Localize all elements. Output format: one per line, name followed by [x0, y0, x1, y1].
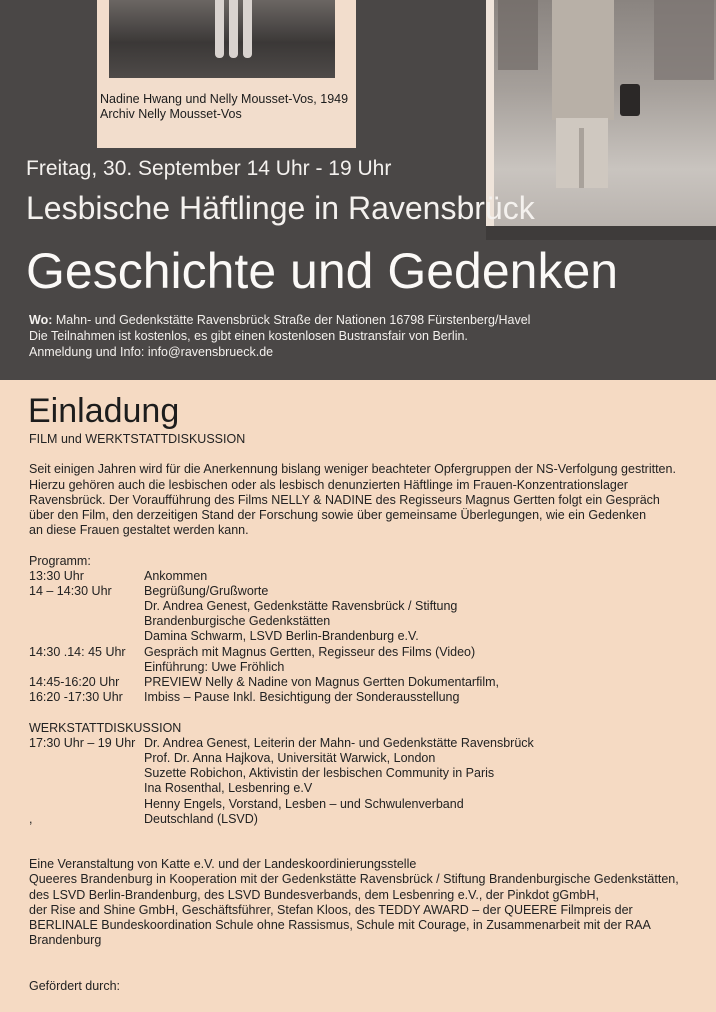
torn-photo-edge [486, 226, 716, 240]
programm-text: Einführung: Uwe Fröhlich [144, 659, 285, 674]
registration-line: Anmeldung und Info: info@ravensbrueck.de [29, 345, 274, 359]
werkstatt-text: Prof. Dr. Anna Hajkova, Universität Warwick, London [144, 750, 436, 765]
werkstatt-time [29, 797, 144, 812]
organizers-line: Brandenburg [29, 933, 102, 948]
werkstatt-row [29, 766, 699, 781]
invitation-body [29, 392, 699, 994]
intro-line: über den Film, den derzeitigen Stand der Forschung sowie über gemeinsame Überlegungen, wie ein Gedenken [29, 507, 647, 522]
werkstatt-time: 17:30 Uhr – 19 Uhr [29, 735, 136, 750]
event-title: Lesbische Häftlinge in Ravensbrück [26, 190, 535, 226]
werkstatt-text: Ina Rosenthal, Lesbenring e.V [144, 781, 313, 796]
programm-row [29, 690, 699, 705]
event-info [29, 312, 530, 360]
photo-caption-line2: Archiv Nelly Mousset-Vos [100, 107, 242, 121]
programm-row [29, 584, 699, 599]
organizers-line: der Rise and Shine GmbH, Geschäftsführer, Stefan Kloos, des TEDDY AWARD – der QUEERE Filmpreis der [29, 902, 633, 917]
event-date: Freitag, 30. September 14 Uhr - 19 Uhr [26, 157, 392, 180]
programm-time [29, 614, 144, 629]
header-banner [0, 0, 716, 380]
werkstatt-list [29, 736, 699, 827]
programm-row [29, 675, 699, 690]
photo-figure [207, 0, 257, 62]
organizers-line: Eine Veranstaltung von Katte e.V. und der Landeskoordinierungsstelle [29, 857, 417, 872]
werkstatt-text: Henny Engels, Vorstand, Lesben – und Schwulenverband [144, 796, 464, 811]
werkstatt-row [29, 797, 699, 812]
programm-time: 14:45-16:20 Uhr [29, 675, 120, 689]
event-subtitle: Geschichte und Gedenken [26, 243, 619, 299]
programm-text: Imbiss – Pause Inkl. Besichtigung der Sonderausstellung [144, 690, 460, 705]
photo-caption [100, 92, 348, 122]
werkstatt-text: Dr. Andrea Genest, Leiterin der Mahn- und Gedenkstätte Ravensbrück [144, 735, 534, 750]
intro-line: Seit einigen Jahren wird für die Anerkennung bislang weniger beachteter Opfergruppen der NS-Verfolgung gestritten. [29, 462, 676, 477]
location-text: Mahn- und Gedenkstätte Ravensbrück Straße der Nationen 16798 Fürstenberg/Havel [52, 313, 531, 327]
archive-photo-1 [97, 0, 356, 148]
programm-list [29, 569, 699, 706]
werkstatt-time: , [29, 811, 33, 826]
programm-text: Gespräch mit Magnus Gertten, Regisseur des Films (Video) [144, 644, 476, 659]
programm-text: PREVIEW Nelly & Nadine von Magnus Gertten Dokumentarfilm, [144, 675, 499, 689]
programm-text: Dr. Andrea Genest, Gedenkstätte Ravensbrück / Stiftung [144, 599, 458, 614]
werkstatt-time [29, 766, 144, 781]
programm-time: 14 – 14:30 Uhr [29, 583, 112, 598]
location-line [29, 312, 530, 328]
werkstatt-text: Deutschland (LSVD) [144, 811, 258, 826]
werkstatt-row [29, 812, 699, 827]
werkstatt-text: Suzette Robichon, Aktivistin der lesbischen Community in Paris [144, 766, 495, 781]
werkstatt-row [29, 751, 699, 766]
invitation-heading: Einladung [28, 392, 180, 430]
organizers-line: Queeres Brandenburg in Kooperation mit der Gedenkstätte Ravensbrück / Stiftung Brandenburgische Gedenkstätten, [29, 872, 679, 887]
werkstatt-label: WERKSTATTDISKUSSION [29, 720, 182, 735]
funded-by-label: Gefördert durch: [29, 978, 121, 993]
programm-row [29, 614, 699, 629]
intro-paragraph [29, 462, 699, 538]
organizers-line: BERLINALE Bundeskoordination Schule ohne Rassismus, Schule mit Courage, in Zusammenarbeit mit der RAA [29, 918, 651, 932]
programm-row [29, 645, 699, 660]
programm-label: Programm: [29, 553, 91, 568]
programm-text: Begrüßung/Grußworte [144, 583, 269, 598]
programm-time [29, 599, 144, 614]
intro-line: Hierzu gehören auch die lesbischen oder als lesbisch denunzierten Häftlinge im Frauen-Konzentrationslager [29, 477, 628, 492]
photo-caption-line1: Nadine Hwang und Nelly Mousset-Vos, 1949 [100, 92, 349, 106]
werkstatt-row [29, 736, 699, 751]
programm-row [29, 660, 699, 675]
programm-text: Ankommen [144, 568, 208, 583]
location-label: Wo: [29, 313, 53, 327]
programm-time: 16:20 -17:30 Uhr [29, 690, 123, 705]
cost-line: Die Teilnahmen ist kostenlos, es gibt einen kostenlosen Bustransfair von Berlin. [29, 329, 468, 343]
programm-row [29, 629, 699, 644]
programm-row [29, 599, 699, 614]
programm-text: Brandenburgische Gedenkstätten [144, 614, 331, 629]
programm-row [29, 569, 699, 584]
programm-time [29, 629, 144, 644]
invitation-subheading: FILM und WERKTSTATTDISKUSSION [29, 432, 246, 446]
intro-line: an diese Frauen gestaltet werden kann. [29, 523, 249, 538]
organizers-paragraph [29, 857, 699, 948]
programm-text: Damina Schwarm, LSVD Berlin-Brandenburg e.V. [144, 629, 419, 644]
organizers-line: des LSVD Berlin-Brandenburg, des LSVD Bundesverbands, dem Lesbenring e.V., der Pinkdot gGmbH, [29, 887, 600, 902]
programm-time: 14:30 .14: 45 Uhr [29, 644, 126, 659]
photo-image [109, 0, 335, 78]
werkstatt-time [29, 781, 144, 796]
programm-time [29, 660, 144, 675]
werkstatt-row [29, 781, 699, 796]
programm-time: 13:30 Uhr [29, 568, 84, 583]
werkstatt-time [29, 751, 144, 766]
intro-line: Ravensbrück. Der Voraufführung des Films NELLY & NADINE des Regisseurs Magnus Gertten folgt ein Gespräch [29, 492, 660, 507]
